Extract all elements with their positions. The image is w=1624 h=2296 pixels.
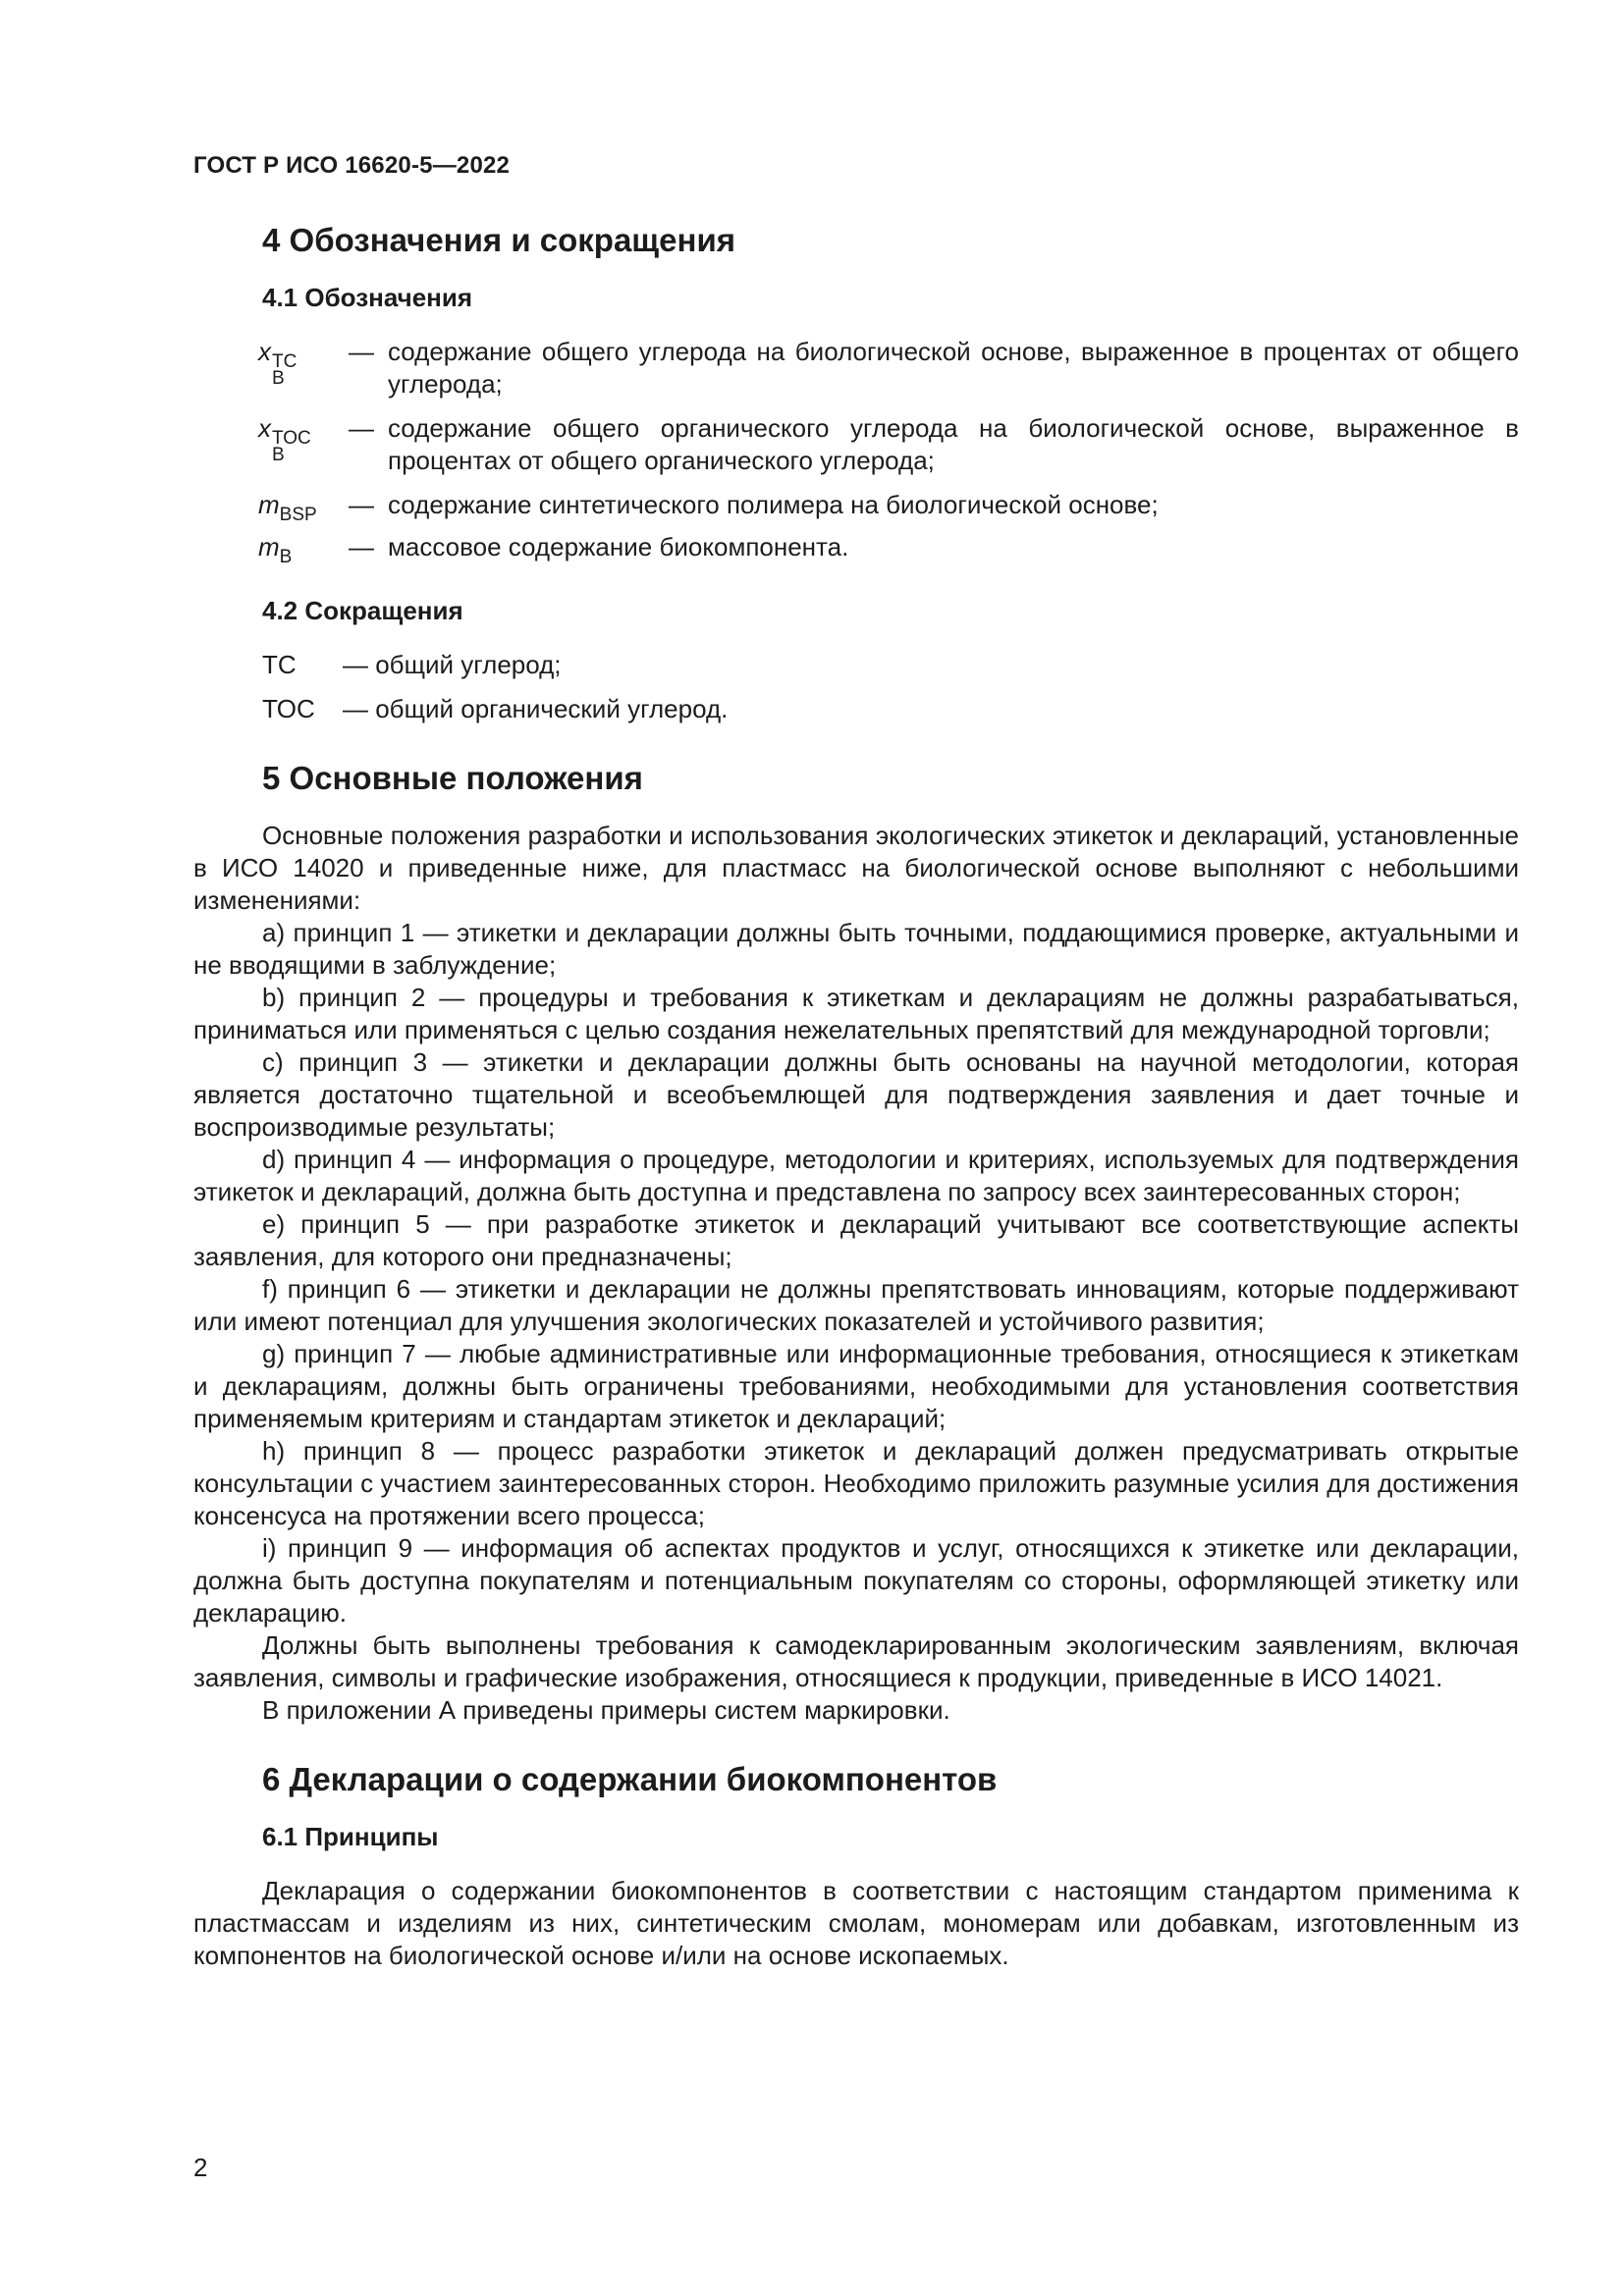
principle-item: d) принцип 4 — информация о процедуре, методологии и критериях, используемых для подтверждения этикеток и деклараций, должна быть доступна и представлена по запросу всех заинтересованных сторон; (193, 1145, 1519, 1206)
principle-item: c) принцип 3 — этикетки и декларации должны быть основаны на научной методологии, которая является достаточно тщательной и всеобъемлющей для подтверждения заявления и дает точные и воспроизводимые результаты; (193, 1047, 1519, 1142)
subsection-6-1-title: 6.1 Принципы (262, 1822, 439, 1851)
symbols-list (258, 336, 1519, 573)
principle-item: е) принцип 5 — при разработке этикеток и деклараций учитывают все соответствующие аспекты заявления, для которого они предназначены; (193, 1209, 1519, 1271)
symbol-description: содержание общего углерода на биологической основе, выраженное в процентах от общего углерода; (388, 337, 1519, 399)
abbreviation-row (262, 649, 1519, 681)
abbreviation-description: — общий органический углерод. (343, 694, 729, 723)
principle-item: f) принцип 6 — этикетки и декларации не должны препятствовать инновациям, которые поддерживают или имеют потенциал для улучшения экологических показателей и устойчивого развития; (193, 1274, 1519, 1336)
page-content (193, 221, 1519, 1972)
section-5-title: 5 Основные положения (262, 760, 643, 796)
symbol-description: содержание общего органического углерода на биологической основе, выраженное в процентах от общего органического углерода; (388, 413, 1519, 475)
symbol-row (258, 412, 1519, 477)
symbol: $m_{BSP}$ (258, 490, 317, 525)
principle-item: g) принцип 7 — любые административные или информационные требования, относящиеся к этикеткам и декларациям, должны быть ограничены требованиями, необходимыми для установления соответствия применяемым критериям и стандартам этикеток и деклараций; (193, 1339, 1519, 1433)
symbol-dash: — (349, 413, 374, 443)
paragraph: Декларация о содержании биокомпонентов в соответствии с настоящим стандартом применима к пластмассам и изделиям из них, синтетическим смолам, мономерам или добавкам, изготовленным из компонентов на биологической основе и/или на основе ископаемых. (193, 1876, 1519, 1970)
principle-item: h) принцип 8 — процесс разработки этикеток и деклараций должен предусматривать открытые консультации с участием заинтересованных сторон. Необходимо приложить разумные усилия для достижения консенсуса на протяжении всего процесса; (193, 1436, 1519, 1530)
paragraph: Основные положения разработки и использования экологических этикеток и деклараций, установленные в ИСО 14020 и приведенные ниже, для пластмасс на биологической основе выполняют с небольшими изменениями: (193, 821, 1519, 915)
section-6-title: 6 Декларации о содержании биокомпонентов (262, 1761, 998, 1797)
symbol: $m_B$ (258, 532, 293, 567)
subsection-4-2-title: 4.2 Сокращения (262, 596, 463, 625)
symbol: x TOC B (258, 413, 311, 465)
abbreviation: ТОС (262, 694, 315, 723)
abbreviation-row (262, 693, 1519, 725)
principle-item: b) принцип 2 — процедуры и требования к этикеткам и декларациям не должны разрабатываться, приниматься или применяться с целью создания нежелательных препятствий для международной торговли; (193, 983, 1519, 1044)
symbol-dash: — (349, 337, 374, 366)
section-4-title: 4 Обозначения и сокращения (262, 222, 735, 258)
principle-item: i) принцип 9 — информация об аспектах продуктов и услуг, относящихся к этикетке или декларации, должна быть доступна покупателям и потенциальным покупателям со стороны, оформляющей этикетку или декларацию. (193, 1533, 1519, 1628)
paragraph: В приложении А приведены примеры систем маркировки. (262, 1695, 950, 1725)
paragraph: Должны быть выполнены требования к самодекларированным экологическим заявлениям, включая заявления, символы и графические изображения, относящиеся к продукции, приведенные в ИСО 14021. (193, 1630, 1519, 1692)
symbol-row (258, 489, 1519, 531)
symbol-description: содержание синтетического полимера на биологической основе; (388, 490, 1159, 519)
principle-item: а) принцип 1 — этикетки и декларации должны быть точными, поддающимися проверке, актуальными и не вводящими в заблуждение; (193, 918, 1519, 980)
abbreviation-description: — общий углерод; (343, 650, 562, 679)
page-number: 2 (193, 2153, 208, 2182)
symbol-row (258, 336, 1519, 400)
document-header: ГОСТ Р ИСО 16620-5—2022 (193, 152, 511, 179)
symbol-dash: — (349, 532, 374, 561)
symbol: x TC B (258, 337, 298, 389)
subsection-4-1-title: 4.1 Обозначения (262, 283, 473, 312)
symbol-description: массовое содержание биокомпонента. (388, 532, 849, 561)
symbol-row (258, 531, 1519, 573)
symbol-dash: — (349, 490, 374, 519)
abbreviation: ТС (262, 650, 297, 679)
